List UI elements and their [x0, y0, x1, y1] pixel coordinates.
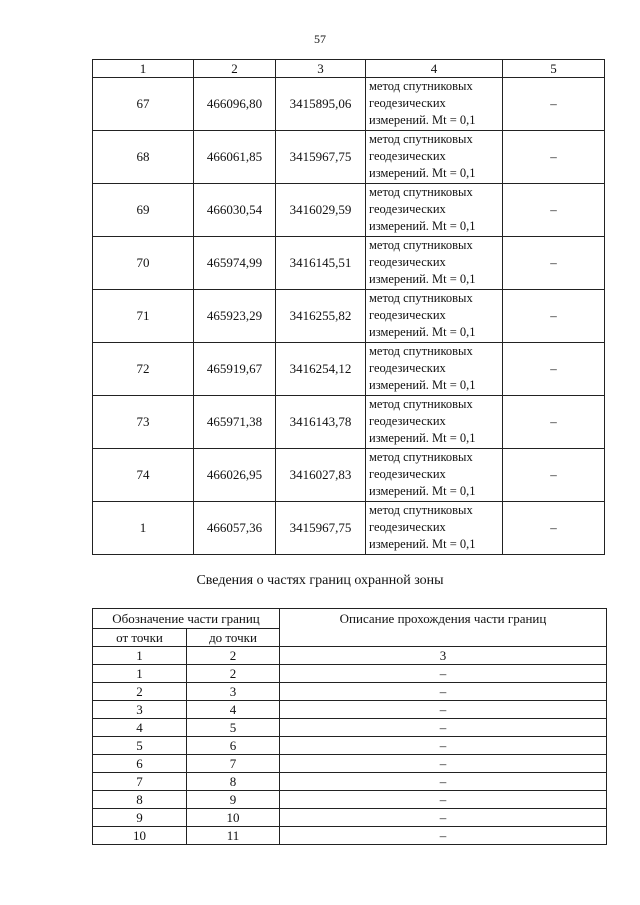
x-coordinate-cell: 466096,80	[194, 78, 276, 131]
column5-cell: –	[503, 502, 605, 555]
parts-number-row	[93, 647, 607, 665]
table-row	[93, 683, 607, 701]
method-cell	[366, 184, 503, 237]
column-header: 3	[276, 60, 366, 78]
table-row	[93, 809, 607, 827]
to-point-cell: 5	[187, 719, 280, 737]
to-point-cell: 11	[187, 827, 280, 845]
y-coordinate-cell: 3416255,82	[276, 290, 366, 343]
method-line: геодезических	[369, 308, 446, 322]
y-coordinate-cell: 3416254,12	[276, 343, 366, 396]
column5-cell: –	[503, 343, 605, 396]
table-row	[93, 701, 607, 719]
method-line: метод спутниковых	[369, 79, 473, 93]
description-cell: –	[280, 773, 607, 791]
section-title: Сведения о частях границ охранной зоны	[196, 573, 444, 588]
method-cell	[366, 343, 503, 396]
y-coordinate-cell: 3415895,06	[276, 78, 366, 131]
from-point-cell: 1	[93, 665, 187, 683]
method-cell	[366, 502, 503, 555]
description-cell: –	[280, 827, 607, 845]
method-line: измерений. Mt = 0,1	[369, 537, 476, 551]
table-row	[93, 791, 607, 809]
x-coordinate-cell: 465974,99	[194, 237, 276, 290]
header-description: Описание прохождения части границ	[280, 609, 607, 647]
table-row	[93, 131, 605, 184]
method-line: геодезических	[369, 255, 446, 269]
method-line: измерений. Mt = 0,1	[369, 113, 476, 127]
point-number-cell: 72	[93, 343, 194, 396]
method-line: метод спутниковых	[369, 132, 473, 146]
point-number-cell: 68	[93, 131, 194, 184]
table-row	[93, 755, 607, 773]
to-point-cell: 3	[187, 683, 280, 701]
table-row	[93, 78, 605, 131]
page-number: 57	[314, 32, 326, 46]
column-number: 2	[187, 647, 280, 665]
to-point-cell: 2	[187, 665, 280, 683]
from-point-cell: 10	[93, 827, 187, 845]
method-line: геодезических	[369, 361, 446, 375]
column-header: 2	[194, 60, 276, 78]
description-cell: –	[280, 665, 607, 683]
point-number-cell: 70	[93, 237, 194, 290]
method-line: геодезических	[369, 149, 446, 163]
to-point-cell: 8	[187, 773, 280, 791]
method-line: метод спутниковых	[369, 185, 473, 199]
method-line: измерений. Mt = 0,1	[369, 166, 476, 180]
method-line: геодезических	[369, 414, 446, 428]
column-number: 1	[93, 647, 187, 665]
from-point-cell: 4	[93, 719, 187, 737]
x-coordinate-cell: 466026,95	[194, 449, 276, 502]
y-coordinate-cell: 3416143,78	[276, 396, 366, 449]
from-point-cell: 5	[93, 737, 187, 755]
header-boundary-part: Обозначение части границ	[93, 609, 280, 629]
coordinates-header-row	[93, 60, 605, 78]
method-line: метод спутниковых	[369, 397, 473, 411]
x-coordinate-cell: 465923,29	[194, 290, 276, 343]
from-point-cell: 2	[93, 683, 187, 701]
method-line: измерений. Mt = 0,1	[369, 272, 476, 286]
y-coordinate-cell: 3416029,59	[276, 184, 366, 237]
y-coordinate-cell: 3416027,83	[276, 449, 366, 502]
y-coordinate-cell: 3416145,51	[276, 237, 366, 290]
table-row	[93, 449, 605, 502]
table-row	[93, 396, 605, 449]
method-line: геодезических	[369, 202, 446, 216]
coordinates-table	[92, 59, 605, 555]
method-cell	[366, 237, 503, 290]
point-number-cell: 73	[93, 396, 194, 449]
description-cell: –	[280, 809, 607, 827]
from-point-cell: 8	[93, 791, 187, 809]
to-point-cell: 6	[187, 737, 280, 755]
table-row	[93, 827, 607, 845]
table-row	[93, 237, 605, 290]
method-line: метод спутниковых	[369, 344, 473, 358]
x-coordinate-cell: 465971,38	[194, 396, 276, 449]
from-point-cell: 3	[93, 701, 187, 719]
method-cell	[366, 290, 503, 343]
from-point-cell: 6	[93, 755, 187, 773]
y-coordinate-cell: 3415967,75	[276, 502, 366, 555]
table-row	[93, 343, 605, 396]
table-row	[93, 502, 605, 555]
column-header: 4	[366, 60, 503, 78]
description-cell: –	[280, 755, 607, 773]
method-line: метод спутниковых	[369, 450, 473, 464]
point-number-cell: 69	[93, 184, 194, 237]
point-number-cell: 67	[93, 78, 194, 131]
table-row	[93, 184, 605, 237]
point-number-cell: 74	[93, 449, 194, 502]
x-coordinate-cell: 466030,54	[194, 184, 276, 237]
method-line: геодезических	[369, 467, 446, 481]
header-to-point: до точки	[187, 629, 280, 647]
column5-cell: –	[503, 131, 605, 184]
method-line: измерений. Mt = 0,1	[369, 325, 476, 339]
column-header: 1	[93, 60, 194, 78]
table-row	[93, 290, 605, 343]
point-number-cell: 71	[93, 290, 194, 343]
table-row	[93, 773, 607, 791]
method-cell	[366, 449, 503, 502]
method-line: измерений. Mt = 0,1	[369, 431, 476, 445]
column-number: 3	[280, 647, 607, 665]
method-line: метод спутниковых	[369, 291, 473, 305]
method-cell	[366, 396, 503, 449]
method-line: геодезических	[369, 96, 446, 110]
from-point-cell: 7	[93, 773, 187, 791]
method-line: геодезических	[369, 520, 446, 534]
method-cell	[366, 78, 503, 131]
description-cell: –	[280, 683, 607, 701]
description-cell: –	[280, 737, 607, 755]
description-cell: –	[280, 719, 607, 737]
x-coordinate-cell: 466057,36	[194, 502, 276, 555]
column5-cell: –	[503, 396, 605, 449]
header-from-point: от точки	[93, 629, 187, 647]
boundary-parts-table	[92, 608, 607, 845]
column5-cell: –	[503, 237, 605, 290]
table-row	[93, 665, 607, 683]
y-coordinate-cell: 3415967,75	[276, 131, 366, 184]
method-line: метод спутниковых	[369, 238, 473, 252]
column5-cell: –	[503, 290, 605, 343]
column5-cell: –	[503, 184, 605, 237]
parts-header-row	[93, 609, 607, 629]
method-cell	[366, 131, 503, 184]
to-point-cell: 10	[187, 809, 280, 827]
method-line: метод спутниковых	[369, 503, 473, 517]
method-line: измерений. Mt = 0,1	[369, 219, 476, 233]
to-point-cell: 4	[187, 701, 280, 719]
from-point-cell: 9	[93, 809, 187, 827]
description-cell: –	[280, 701, 607, 719]
x-coordinate-cell: 466061,85	[194, 131, 276, 184]
to-point-cell: 9	[187, 791, 280, 809]
table-row	[93, 737, 607, 755]
method-line: измерений. Mt = 0,1	[369, 378, 476, 392]
column-header: 5	[503, 60, 605, 78]
column5-cell: –	[503, 78, 605, 131]
description-cell: –	[280, 791, 607, 809]
table-row	[93, 719, 607, 737]
column5-cell: –	[503, 449, 605, 502]
to-point-cell: 7	[187, 755, 280, 773]
method-line: измерений. Mt = 0,1	[369, 484, 476, 498]
point-number-cell: 1	[93, 502, 194, 555]
x-coordinate-cell: 465919,67	[194, 343, 276, 396]
